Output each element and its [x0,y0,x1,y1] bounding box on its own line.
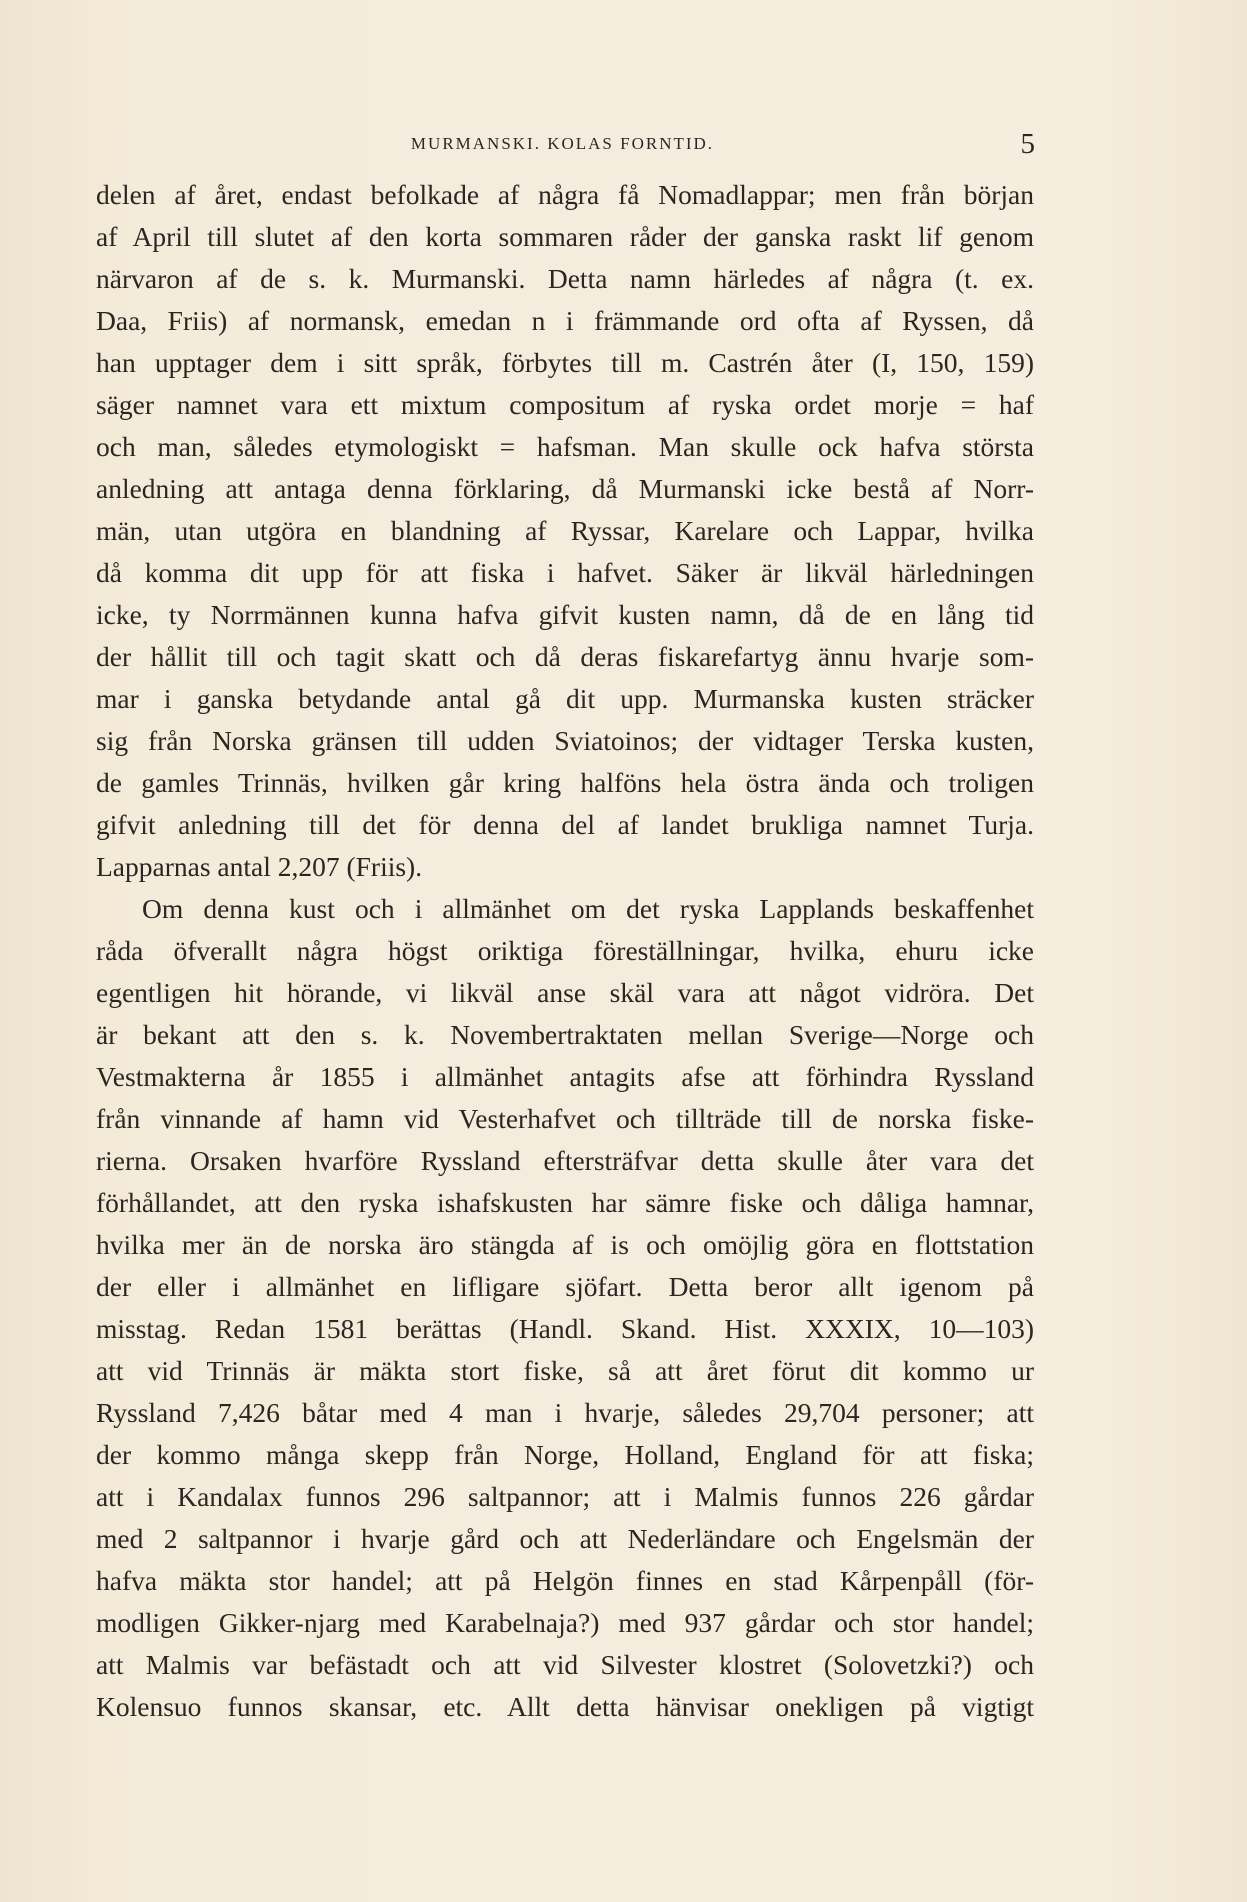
text-line: män, utan utgöra en blandning af Ryssar, Karelare och Lappar, hvilka [96,515,1034,546]
text-line: der hållit till och tagit skatt och då deras fiskarefartyg ännu hvarje som- [96,641,1034,672]
text-line: är bekant att den s. k. Novembertraktaten mellan Sverige—Norge och [96,1019,1034,1050]
text-line: rierna. Orsaken hvarföre Ryssland eftersträfvar detta skulle åter vara det [96,1145,1034,1176]
text-line: att Malmis var befästadt och att vid Silvester klostret (Solovetzki?) och [96,1649,1034,1680]
text-line: förhållandet, att den ryska ishafskusten har sämre fiske och dåliga hamnar, [96,1187,1034,1218]
text-line: råda öfverallt några högst oriktiga föreställningar, hvilka, ehuru icke [96,935,1034,966]
text-line: hvilka mer än de norska äro stängda af is och omöjlig göra en flottstation [96,1229,1034,1260]
text-line: Lapparnas antal 2,207 (Friis). [96,851,423,882]
text-line: då komma dit upp för att fiska i hafvet. Säker är likväl härledningen [96,557,1034,588]
text-line: Vestmakterna år 1855 i allmänhet antagits afse att förhindra Ryssland [96,1061,1034,1092]
text-line: icke, ty Norrmännen kunna hafva gifvit kusten namn, då de en lång tid [96,599,1034,630]
text-line: Daa, Friis) af normansk, emedan n i främmande ord ofta af Ryssen, då [96,305,1034,336]
page-number: 5 [1020,128,1035,160]
text-line: närvaron af de s. k. Murmanski. Detta namn härledes af några (t. ex. [96,263,1034,294]
text-line: sig från Norska gränsen till udden Sviatoinos; der vidtager Terska kusten, [96,725,1034,756]
running-head: MURMANSKI. KOLAS FORNTID. [410,134,715,153]
page-header [90,128,1035,168]
text-line: modligen Gikker-njarg med Karabelnaja?) med 937 gårdar och stor handel; [96,1607,1034,1638]
text-line: säger namnet vara ett mixtum compositum af ryska ordet morje = haf [96,389,1034,420]
text-line: hafva mäkta stor handel; att på Helgön finnes en stad Kårpenpåll (för- [96,1565,1034,1596]
text-line: gifvit anledning till det för denna del af landet brukliga namnet Turja. [96,809,1034,840]
paragraph [96,174,1034,888]
text-line: delen af året, endast befolkade af några få Nomadlappar; men från början [96,179,1034,210]
text-line: misstag. Redan 1581 berättas (Handl. Skand. Hist. XXXIX, 10—103) [96,1313,1034,1344]
text-line: med 2 saltpannor i hvarje gård och att Nederländare och Engelsmän der [96,1523,1034,1554]
text-line: de gamles Trinnäs, hvilken går kring halföns hela östra ända och troligen [96,767,1034,798]
text-line: af April till slutet af den korta sommaren råder der ganska raskt lif genom [96,221,1034,252]
text-line: mar i ganska betydande antal gå dit upp. Murmanska kusten sträcker [96,683,1034,714]
text-line: Kolensuo funnos skansar, etc. Allt detta hänvisar onekligen på vigtigt [96,1691,1034,1722]
text-line: han upptager dem i sitt språk, förbytes till m. Castrén åter (I, 150, 159) [96,347,1034,378]
text-line: egentligen hit hörande, vi likväl anse skäl vara att något vidröra. Det [96,977,1034,1008]
text-line: der kommo många skepp från Norge, Holland, England för att fiska; [96,1439,1034,1470]
text-line: att vid Trinnäs är mäkta stort fiske, så att året förut dit kommo ur [96,1355,1034,1386]
body-text [96,174,1034,1728]
text-line: och man, således etymologiskt = hafsman. Man skulle ock hafva största [96,431,1034,462]
text-line: der eller i allmänhet en lifligare sjöfart. Detta beror allt igenom på [96,1271,1034,1302]
text-line: Om denna kust och i allmänhet om det ryska Lapplands beskaffenhet [142,893,1034,924]
paragraph [96,888,1034,1728]
text-line: att i Kandalax funnos 296 saltpannor; att i Malmis funnos 226 gårdar [96,1481,1034,1512]
text-line: från vinnande af hamn vid Vesterhafvet och tillträde till de norska fiske- [96,1103,1034,1134]
text-line: anledning att antaga denna förklaring, då Murmanski icke bestå af Norr- [96,473,1034,504]
text-line: Ryssland 7,426 båtar med 4 man i hvarje, således 29,704 personer; att [96,1397,1034,1428]
